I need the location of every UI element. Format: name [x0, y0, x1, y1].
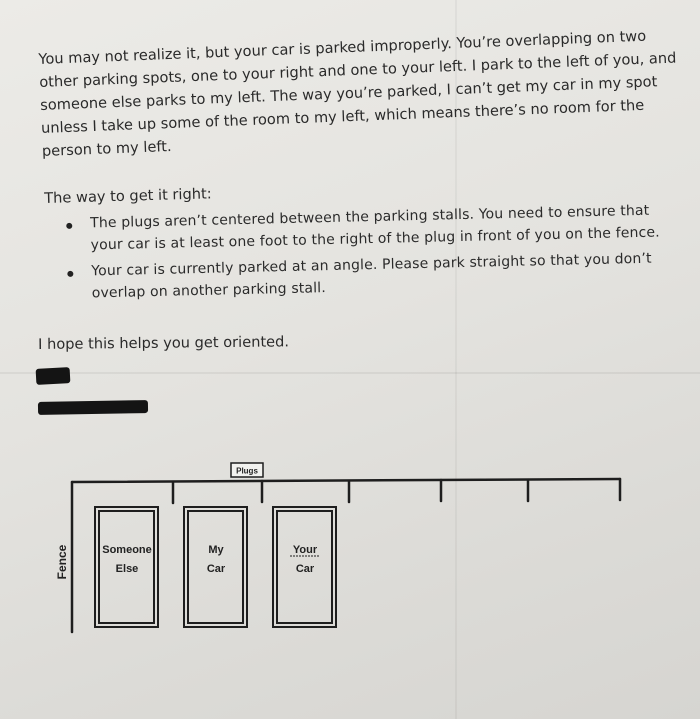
- instruction-item: The plugs aren’t centered between the parking stalls. You need to ensure that your car is at least one foot to the right of the plug in front of you on the fence.: [64, 200, 675, 257]
- plugs-label: Plugs: [236, 466, 258, 476]
- top-fence-line: [72, 479, 620, 482]
- letter-paragraph: You may not realize it, but your car is parked improperly. You’re overlapping on two other parking spots, one to your right and one to your left. I park to the left of you, and someone else parks to my left. The way you’re parked, I can’t get my car in my spot unless I take up some of the room to my left, which means there’s no room for the person to my left.: [38, 27, 677, 160]
- stall-label: Car: [295, 563, 315, 575]
- stall-label: Else: [115, 563, 139, 575]
- closing-line: I hope this helps you get oriented.: [38, 333, 290, 353]
- instructions-heading: The way to get it right:: [44, 185, 212, 207]
- stall-label: My: [208, 544, 224, 556]
- instruction-item: Your car is currently parked at an angle. Please park straight so that you don’t overlap on another parking stall.: [65, 248, 676, 305]
- stall-label: Car: [206, 563, 226, 575]
- stall-label: Someone: [102, 544, 152, 556]
- stall-label: Your: [292, 544, 318, 556]
- fence-label: Fence: [55, 544, 69, 580]
